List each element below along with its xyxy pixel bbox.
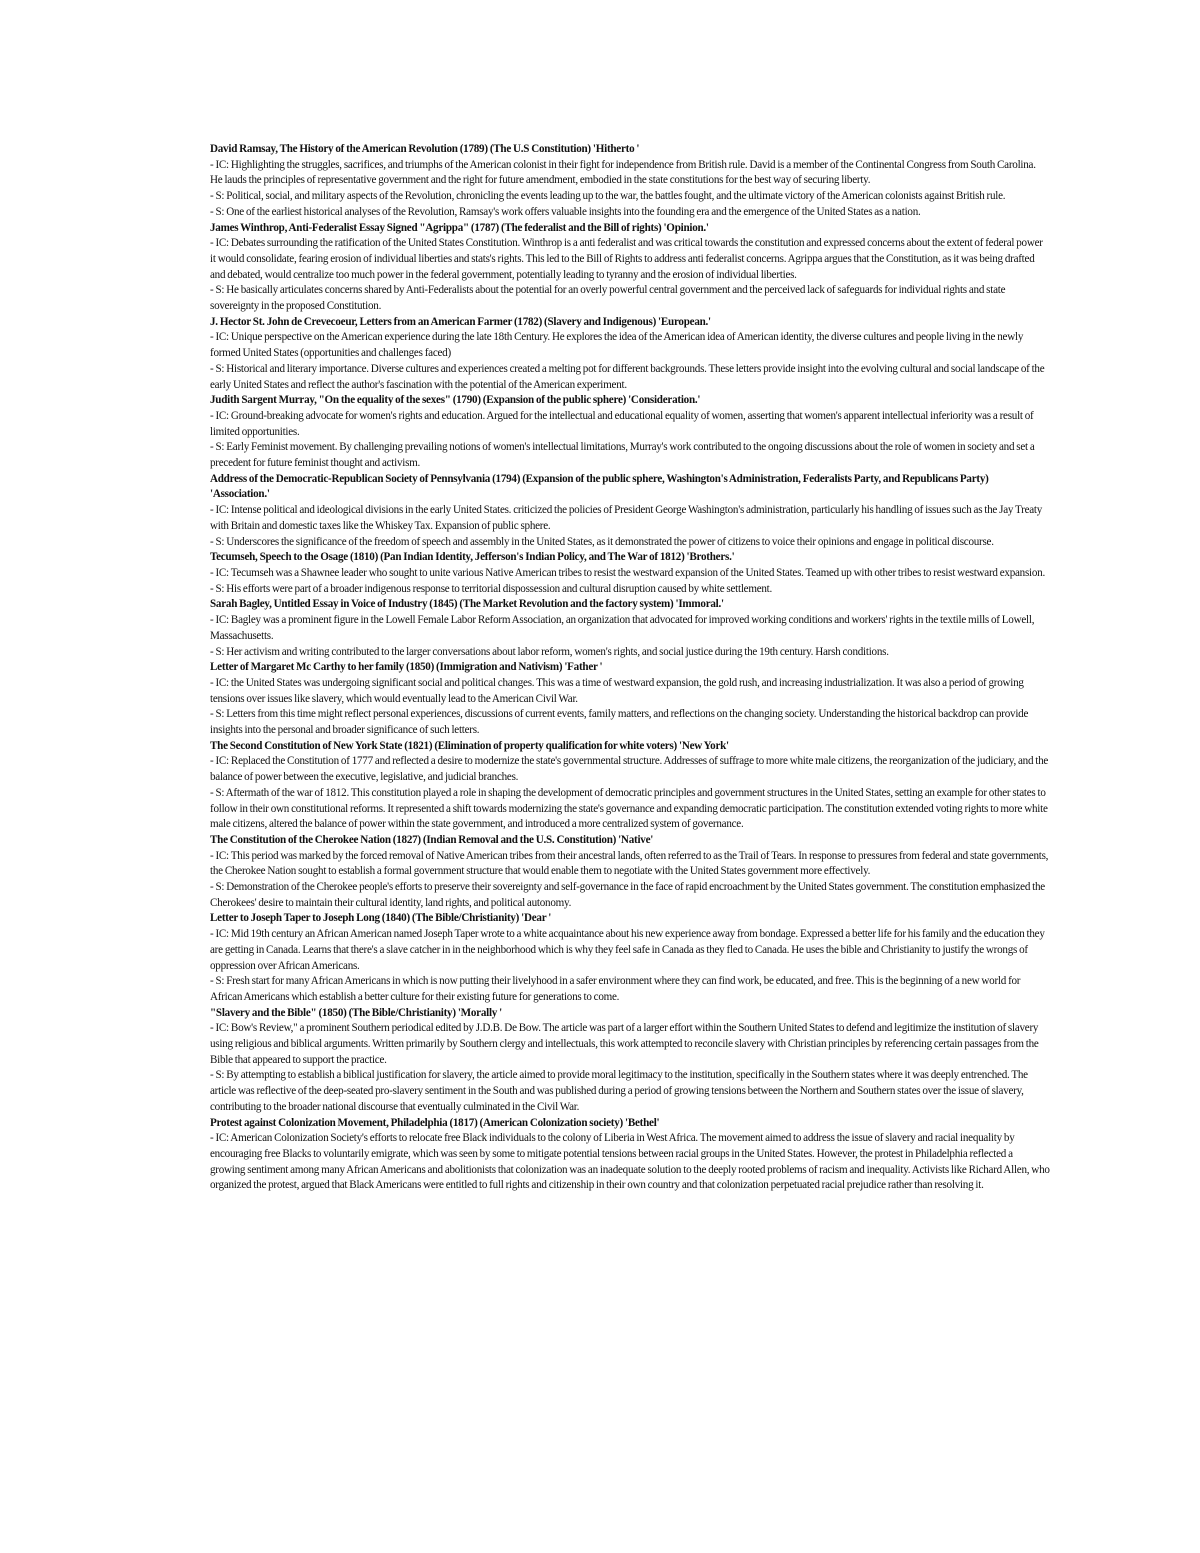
entry-note: - S: Her activism and writing contributed to the larger conversations about labor reform, women's rights, and social justice during the 19th century. Harsh conditions. [210, 645, 889, 658]
source-entry [210, 1116, 1050, 1195]
entry-note: - IC: American Colonization Society's efforts to relocate free Black individuals to the colony of Liberia in West Africa. The movement aimed to address the issue of slavery and racial inequality by encouraging free Blacks to voluntarily emigrate, which was seen by some to mitigate potential tensions between racial groups in the United States. However, the protest in Philadelphia reflected a growing sentiment among many African Americans and abolitionists that colonization was an inadequate solution to the deeply rooted problems of racism and inequality. Activists like Richard Allen, who organized the protest, argued that Black Americans were entitled to full rights and citizenship in their own country and that colonization perpetuated racial prejudice rather than resolving it. [210, 1132, 1050, 1192]
entry-note: - IC: Ground-breaking advocate for women's rights and education. Argued for the intellectual and educational equality of women, asserting that women's apparent intellectual inferiority was a result of limited opportunities. [210, 409, 1034, 438]
entry-title: David Ramsay, The History of the American Revolution (1789) (The U.S Constitution) 'Hitherto ' [210, 143, 640, 155]
entry-title: Address of the Democratic-Republican Society of Pennsylvania (1794) (Expansion of the public sphere, Washington's Administration, Federalists Party, and Republicans Party) 'Association.' [210, 472, 989, 501]
source-entry [210, 1006, 1050, 1116]
entry-note: - S: His efforts were part of a broader indigenous response to territorial dispossession and cultural disruption caused by white settlement. [210, 582, 773, 595]
source-entry [210, 739, 1050, 833]
source-entry [210, 472, 1050, 551]
entry-note: - S: He basically articulates concerns shared by Anti-Federalists about the potential for an overly powerful central government and the perceived lack of safeguards for individual rights and state sovereignty in the proposed Constitution. [210, 284, 1006, 313]
entry-note: - IC: Bow's Review," a prominent Southern periodical edited by J.D.B. De Bow. The article was part of a larger effort within the Southern United States to defend and legitimize the institution of slavery using religious and biblical arguments. Written primarily by Southern clergy and intellectuals, this work attempted to reconcile slavery with Christian principles by referencing certain passages from the Bible that appeared to support the practice. [210, 1022, 1039, 1066]
entry-note: - IC: Debates surrounding the ratification of the United States Constitution. Winthrop is a anti federalist and was critical towards the constitution and expressed concerns about the extent of federal power it would consolidate, fearing erosion of individual liberties and stats's rights. This led to the Bill of Rights to address anti federalist concerns. Agrippa argues that the Constitution, as it was being drafted and debated, would centralize too much power in the federal government, potentially leading to tyranny and the erosion of individual liberties. [210, 237, 1043, 281]
entry-note: - S: Fresh start for many African Americans in which is now putting their livelyhood in a safer environment where they can find work, be educated, and free. This is the beginning of a new world for African Americans which establish a better culture for their existing future for generations to come. [210, 975, 1021, 1003]
entry-note: - IC: Tecumseh was a Shawnee leader who sought to unite various Native American tribes to resist the westward expansion of the United States. Teamed up with other tribes to resist westward expansion. [210, 566, 1045, 579]
source-entry [210, 142, 1050, 221]
source-entry [210, 911, 1050, 1005]
entry-note: - S: One of the earliest historical analyses of the Revolution, Ramsay's work offers valuable insights into the founding era and the emergence of the United States as a nation. [210, 205, 921, 218]
entry-note: - IC: Unique perspective on the American experience during the late 18th Century. He explores the idea of the American idea of American identity, the diverse cultures and people living in the newly formed United States (opportunities and challenges faced) [210, 331, 1024, 360]
entry-note: - IC: Highlighting the struggles, sacrifices, and triumphs of the American colonist in their fight for independence from British rule. David is a member of the Continental Congress from South Carolina. He lauds the principles of representative government and the right for future amendment, embodied in the state constitutions for the best way of securing liberty. [210, 158, 1036, 187]
source-entry [210, 315, 1050, 394]
entry-note: - S: Demonstration of the Cherokee people's efforts to preserve their sovereignty and self-governance in the face of rapid encroachment by the United States government. The constitution emphasized the Cherokees' desire to maintain their cultural identity, land rights, and political autonomy. [210, 881, 1045, 909]
entry-note: - S: Political, social, and military aspects of the Revolution, chronicling the events leading up to the war, the battles fought, and the ultimate victory of the American colonists against British rule. [210, 190, 1006, 203]
entry-title: "Slavery and the Bible" (1850) (The Bible/Christianity) 'Morally ' [210, 1006, 502, 1019]
entry-title: The Constitution of the Cherokee Nation (1827) (Indian Removal and the U.S. Constitution) 'Native' [210, 833, 654, 846]
entry-title: Letter of Margaret Mc Carthy to her family (1850) (Immigration and Nativism) 'Father ' [210, 661, 603, 674]
entry-title: James Winthrop, Anti-Federalist Essay Signed "Agrippa" (1787) (The federalist and the Bill of rights) 'Opinion.' [210, 221, 709, 234]
entry-note: - S: Historical and literary importance. Diverse cultures and experiences created a melting pot for different backgrounds. These letters provide insight into the evolving cultural and social landscape of the early United States and reflect the author's fascination with the potential of the American experiment. [210, 362, 1045, 391]
entry-note: - S: Underscores the significance of the freedom of speech and assembly in the United States, as it demonstrated the power of citizens to voice their opinions and engage in political discourse. [210, 535, 994, 548]
source-entry [210, 660, 1050, 739]
source-entry [210, 393, 1050, 472]
entry-title: Tecumseh, Speech to the Osage (1810) (Pan Indian Identity, Jefferson's Indian Policy, and The War of 1812) 'Brothers.' [210, 551, 735, 564]
entry-title: Sarah Bagley, Untitled Essay in Voice of Industry (1845) (The Market Revolution and the factory system) 'Immoral.' [210, 598, 724, 611]
notes-body [210, 142, 1050, 1194]
entry-note: - IC: Intense political and ideological divisions in the early United States. criticized the policies of President George Washington's administration, particularly his handling of issues such as the Jay Treaty with Britain and domestic taxes like the Whiskey Tax. Expansion of public sphere. [210, 504, 1043, 532]
entry-title: Judith Sargent Murray, "On the equality of the sexes" (1790) (Expansion of the public sphere) 'Consideration.' [210, 394, 701, 407]
entry-title: Letter to Joseph Taper to Joseph Long (1840) (The Bible/Christianity) 'Dear ' [210, 912, 552, 925]
source-entry [210, 550, 1050, 597]
entry-note: - IC: the United States was undergoing significant social and political changes. This was a time of westward expansion, the gold rush, and increasing industrialization. It was also a period of growing tensions over issues like slavery, which would eventually lead to the American Civil War. [210, 676, 1024, 705]
entry-note: - S: Early Feminist movement. By challenging prevailing notions of women's intellectual limitations, Murray's work contributed to the ongoing discussions about the role of women in society and set a precedent for future feminist thought and activism. [210, 441, 1035, 470]
entry-note: - S: Letters from this time might reflect personal experiences, discussions of current events, family matters, and reflections on the changing society. Understanding the historical backdrop can provide insights into the personal and broader significance of such letters. [210, 708, 1029, 737]
source-entry [210, 597, 1050, 660]
entry-note: - IC: Mid 19th century an African American named Joseph Taper wrote to a white acquaintance about his new experience away from bondage. Expressed a better life for his family and the education they are getting in Canada. Learns that there's a slave catcher in in the neighborhood which is why they feel safe in Canada as they fled to Canada. He uses the bible and Christianity to justify the wrongs of oppression over African Americans. [210, 928, 1045, 972]
entry-title: The Second Constitution of New York State (1821) (Elimination of property qualification for white voters) 'New York' [210, 739, 729, 752]
entry-title: Protest against Colonization Movement, Philadelphia (1817) (American Colonization society) 'Bethel' [210, 1116, 660, 1129]
entry-note: - IC: Bagley was a prominent figure in the Lowell Female Labor Reform Association, an organization that advocated for improved working conditions and workers' rights in the textile mills of Lowell, Massachusetts. [210, 614, 1035, 642]
entry-note: - IC: This period was marked by the forced removal of Native American tribes from their ancestral lands, often referred to as the Trail of Tears. In response to pressures from federal and state governments, the Cherokee Nation sought to establish a formal government structure that would enable them to negotiate with the United States government more effectively. [210, 849, 1049, 878]
entry-note: - S: By attempting to establish a biblical justification for slavery, the article aimed to provide moral legitimacy to the institution, specifically in the Southern states where it was deeply entrenched. The article was reflective of the deep-seated pro-slavery sentiment in the South and was published during a period of growing tensions between the Northern and Southern states over the issue of slavery, contributing to the broader national discourse that eventually culminated in the Civil War. [210, 1069, 1028, 1113]
source-entry [210, 221, 1050, 315]
source-entry [210, 833, 1050, 912]
entry-note: - IC: Replaced the Constitution of 1777 and reflected a desire to modernize the state's governmental structure. Addresses of suffrage to more white male citizens, the reorganization of the judiciary, and the balance of power between the executive, legislative, and judicial branches. [210, 755, 1049, 784]
entry-note: - S: Aftermath of the war of 1812. This constitution played a role in shaping the development of democratic principles and government structures in the United States, setting an example for other states to follow in their own constitutional reforms. It represented a shift towards modernizing the state's governance and expanding democratic participation. The constitution extended voting rights to more white male citizens, altered the balance of power within the state government, and introduced a more centralized system of governance. [210, 786, 1048, 831]
entry-title: J. Hector St. John de Crevecoeur, Letters from an American Farmer (1782) (Slavery and Indigenous) 'European.' [210, 315, 711, 328]
